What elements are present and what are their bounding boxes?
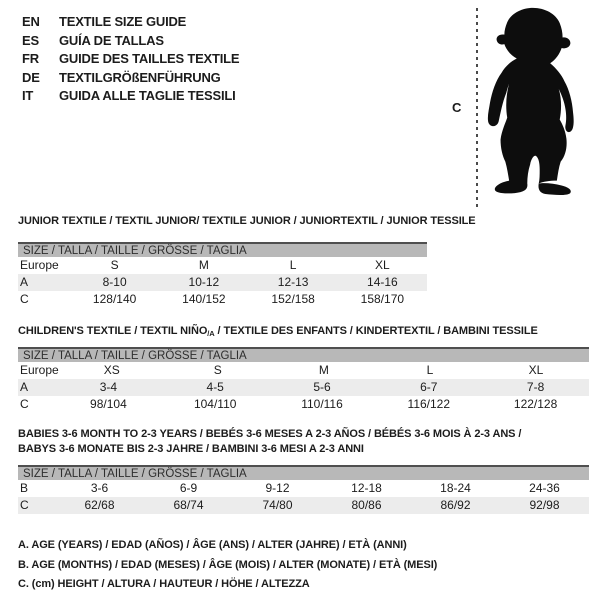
toddler-silhouette-icon — [485, 6, 581, 216]
table-row — [18, 257, 427, 274]
size-cell: 98/104 — [90, 397, 127, 411]
size-cell: 3-6 — [90, 481, 109, 495]
size-cell: 104/110 — [193, 397, 237, 411]
height-measure-dashed-line — [476, 8, 478, 210]
language-code: FR — [22, 51, 39, 66]
size-cell: 12-18 — [351, 481, 382, 495]
size-cell: 3-4 — [99, 380, 118, 394]
footnote-line: C. (cm) HEIGHT / ALTURA / HAUTEUR / HÖHE / ALTEZZA — [18, 578, 310, 590]
size-cell: 62/68 — [84, 498, 115, 512]
table-header-band: SIZE / TALLA / TAILLE / GRÖSSE / TAGLIA — [18, 347, 589, 362]
language-title: TEXTILGRÖßENFÜHRUNG — [59, 69, 221, 85]
height-measure-label: C — [452, 100, 462, 115]
language-title: GUÍA DE TALLAS — [59, 32, 164, 48]
size-cell: 18-24 — [440, 481, 471, 495]
footnote-line: A. AGE (YEARS) / EDAD (AÑOS) / ÂGE (ANS) / ALTER (JAHRE) / ETÀ (ANNI) — [18, 539, 407, 551]
row-label: C — [20, 397, 29, 411]
size-cell: 6-9 — [179, 481, 198, 495]
section-title — [18, 427, 593, 457]
row-label: Europe — [20, 258, 59, 272]
language-title: GUIDA ALLE TAGLIE TESSILI — [59, 88, 236, 103]
row-label: A — [20, 380, 29, 394]
size-guide-section — [18, 324, 593, 411]
size-cell: 7-8 — [526, 380, 545, 394]
size-cell: 110/116 — [301, 397, 343, 411]
table-header-band: SIZE / TALLA / TAILLE / GRÖSSE / TAGLIA — [18, 465, 589, 480]
size-cell: 92/98 — [529, 498, 560, 512]
size-cell: 140/152 — [182, 292, 226, 306]
table-row — [18, 362, 589, 379]
size-cell: M — [318, 363, 329, 377]
title-segment: /A — [207, 329, 215, 338]
size-cell: 14-16 — [367, 275, 398, 289]
size-cell: 8-10 — [102, 275, 127, 289]
section-title-line — [18, 442, 593, 457]
section-title — [18, 214, 593, 229]
size-cell: 12-13 — [277, 275, 309, 289]
language-row — [22, 13, 239, 32]
size-cell: XL — [528, 363, 544, 377]
row-label: Europe — [20, 363, 59, 377]
row-label: C — [20, 498, 29, 512]
size-table — [18, 347, 589, 413]
child-height-figure — [440, 0, 600, 220]
title-segment: / TEXTILE DES ENFANTS / KINDERTEXTIL / BAMBINI TESSILE — [214, 325, 538, 337]
language-row — [22, 32, 239, 51]
size-cell: 74/80 — [262, 498, 293, 512]
size-cell: 158/170 — [360, 292, 405, 306]
language-title: GUIDE DES TAILLES TEXTILE — [59, 51, 240, 66]
title-segment: BABIES 3-6 MONTH TO 2-3 YEARS / BEBÉS 3-6 MESES A 2-3 AÑOS / BÉBÉS 3-6 MOIS À 2-3 ANS / — [18, 428, 522, 440]
size-table — [18, 242, 427, 308]
title-segment: JUNIOR TEXTILE / TEXTIL JUNIOR/ TEXTILE JUNIOR / JUNIORTEXTIL / JUNIOR TESSILE — [18, 215, 476, 227]
size-cell: 6-7 — [420, 380, 438, 394]
size-cell: 152/158 — [271, 292, 315, 306]
table-row — [18, 379, 589, 396]
section-title-line — [18, 324, 593, 341]
table-row — [18, 274, 427, 291]
size-guide-section — [18, 214, 593, 306]
language-row — [22, 87, 239, 106]
table-row — [18, 497, 589, 514]
language-code: IT — [22, 88, 34, 103]
size-cell: XS — [103, 363, 120, 377]
title-segment: CHILDREN'S TEXTILE / TEXTIL NIÑO — [18, 325, 208, 337]
table-row — [18, 291, 427, 308]
language-title: TEXTILE SIZE GUIDE — [59, 14, 187, 29]
section-title — [18, 324, 593, 341]
language-code: ES — [22, 32, 39, 48]
size-cell: L — [426, 363, 434, 377]
table-row — [18, 396, 589, 413]
table-header-band: SIZE / TALLA / TAILLE / GRÖSSE / TAGLIA — [18, 242, 427, 257]
size-cell: 5-6 — [313, 380, 331, 394]
size-cell: XL — [375, 258, 390, 272]
language-row — [22, 50, 239, 69]
section-title-line — [18, 214, 593, 229]
language-list — [22, 13, 239, 106]
size-cell: 4-5 — [206, 380, 224, 394]
size-guide-section — [18, 427, 593, 512]
size-cell: 24-36 — [529, 481, 560, 495]
size-cell: 128/140 — [92, 292, 137, 306]
table-row — [18, 480, 589, 497]
language-code: DE — [22, 69, 40, 85]
size-cell: S — [110, 258, 119, 272]
row-label: C — [20, 292, 29, 306]
row-label: B — [20, 481, 29, 495]
language-row — [22, 69, 239, 88]
row-label: A — [20, 275, 29, 289]
section-title-line — [18, 427, 593, 442]
size-cell: 122/128 — [513, 397, 558, 411]
size-cell: M — [198, 258, 209, 272]
language-code: EN — [22, 14, 40, 29]
title-segment: BABYS 3-6 MONATE BIS 2-3 JAHRE / BAMBINI 3-6 MESI A 2-3 ANNI — [18, 443, 364, 455]
size-cell: 80/86 — [351, 498, 382, 512]
size-table — [18, 465, 589, 514]
size-cell: 10-12 — [188, 275, 220, 289]
footnote-line: B. AGE (MONTHS) / EDAD (MESES) / ÂGE (MOIS) / ALTER (MONATE) / ETÀ (MESI) — [18, 558, 438, 571]
size-cell: 116/122 — [407, 397, 451, 411]
footnotes — [18, 536, 437, 595]
size-cell: S — [213, 363, 222, 377]
size-cell: 9-12 — [265, 481, 290, 495]
size-cell: L — [289, 258, 297, 272]
size-cell: 86/92 — [440, 498, 471, 512]
size-cell: 68/74 — [173, 498, 204, 512]
